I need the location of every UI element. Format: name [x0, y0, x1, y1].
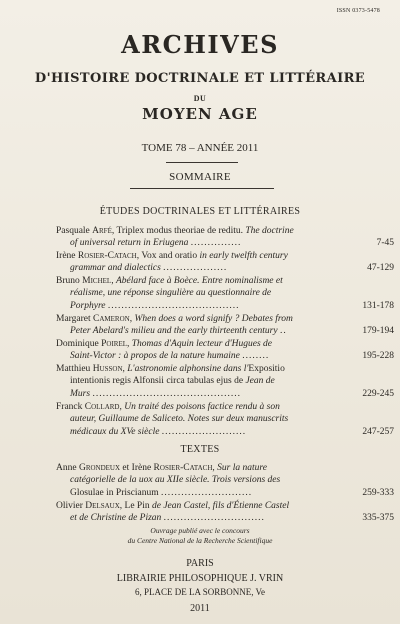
publication-year: 2011: [190, 603, 210, 614]
journal-subtitle-du: DU: [193, 94, 207, 103]
page-range: 247-257: [362, 426, 394, 437]
toc-entry: Olivier Delsaux, Le Pin de Jean Castel, fils d'Étienne Castel et de Christine de Pizan .............................. 335-375: [56, 501, 394, 524]
journal-title: ARCHIVES: [121, 30, 279, 59]
toc-entry: Margaret Cameron, When does a word signify ? Debates from Peter Abelard's milieu and the early thirteenth century .. 179-194: [56, 314, 394, 337]
page-range: 47-129: [367, 263, 394, 274]
page-range: 179-194: [362, 326, 394, 337]
toc-entry: Pasquale Arfé, Triplex modus theoriae de reditu. The doctrine of universal return in Eriugena ............... 7-45: [56, 226, 394, 249]
page-range: 259-333: [362, 487, 394, 498]
volume-year: TOME 78 – ANNÉE 2011: [141, 142, 259, 154]
divider-top: [166, 162, 238, 163]
publisher-address: 6, PLACE DE LA SORBONNE, Ve: [134, 587, 266, 597]
publisher-city: PARIS: [186, 558, 214, 569]
contents-heading: SOMMAIRE: [169, 171, 231, 183]
toc-entry: Anne Grondeux et Irène Rosier-Catach, Sur la nature catégorielle de la uox au XIIe siècle. Trois versions des Glosulae in Priscianum ........................... 259-333: [56, 463, 394, 498]
toc-entry: Bruno Michel, Abélard face à Boèce. Entre nominalisme et réalisme, une réponse singulière au questionnaire de Porphyre ....................................... 131-178: [56, 276, 394, 311]
page-range: 195-228: [362, 351, 394, 362]
toc-entry: Irène Rosier-Catach, Vox and oratio in early twelfth century grammar and dialectics ................... 47-129: [56, 251, 394, 274]
toc-entry: Dominique Poirel, Thomas d'Aquin lecteur d'Hugues de Saint-Victor : à propos de la nature humaine ........ 195-228: [56, 339, 394, 362]
page-range: 229-245: [362, 388, 394, 399]
page-range: 7-45: [376, 238, 394, 249]
toc-entry: Matthieu Husson, L'astronomie alphonsine dans l'Expositio intentionis regis Alfonsii circa tabulas ejus de Jean de Murs ............................................ 229-245: [56, 364, 394, 399]
section-heading-etudes: ÉTUDES DOCTRINALES ET LITTÉRAIRES: [99, 206, 301, 217]
page-range: 335-375: [362, 513, 394, 524]
toc-entry: Franck Collard, Un traité des poisons factice rendu à son auteur, Guillaume de Saliceto. Notes sur deux manuscrits médicaux du XVe siècle ......................... 247-257: [56, 402, 394, 437]
journal-subtitle-line2: MOYEN AGE: [142, 105, 258, 123]
journal-subtitle-line1: D'HISTOIRE DOCTRINALE ET LITTÉRAIRE: [34, 71, 366, 86]
publisher-name: LIBRAIRIE PHILOSOPHIQUE J. VRIN: [116, 573, 284, 584]
issn-number: ISSN 0373-5478: [336, 8, 380, 14]
section-heading-textes: TEXTES: [180, 444, 220, 455]
funding-note: Ouvrage publié avec le concours du Centre National de la Recherche Scientifique: [127, 526, 273, 545]
page-range: 131-178: [362, 300, 394, 311]
divider-contents: [130, 188, 274, 189]
